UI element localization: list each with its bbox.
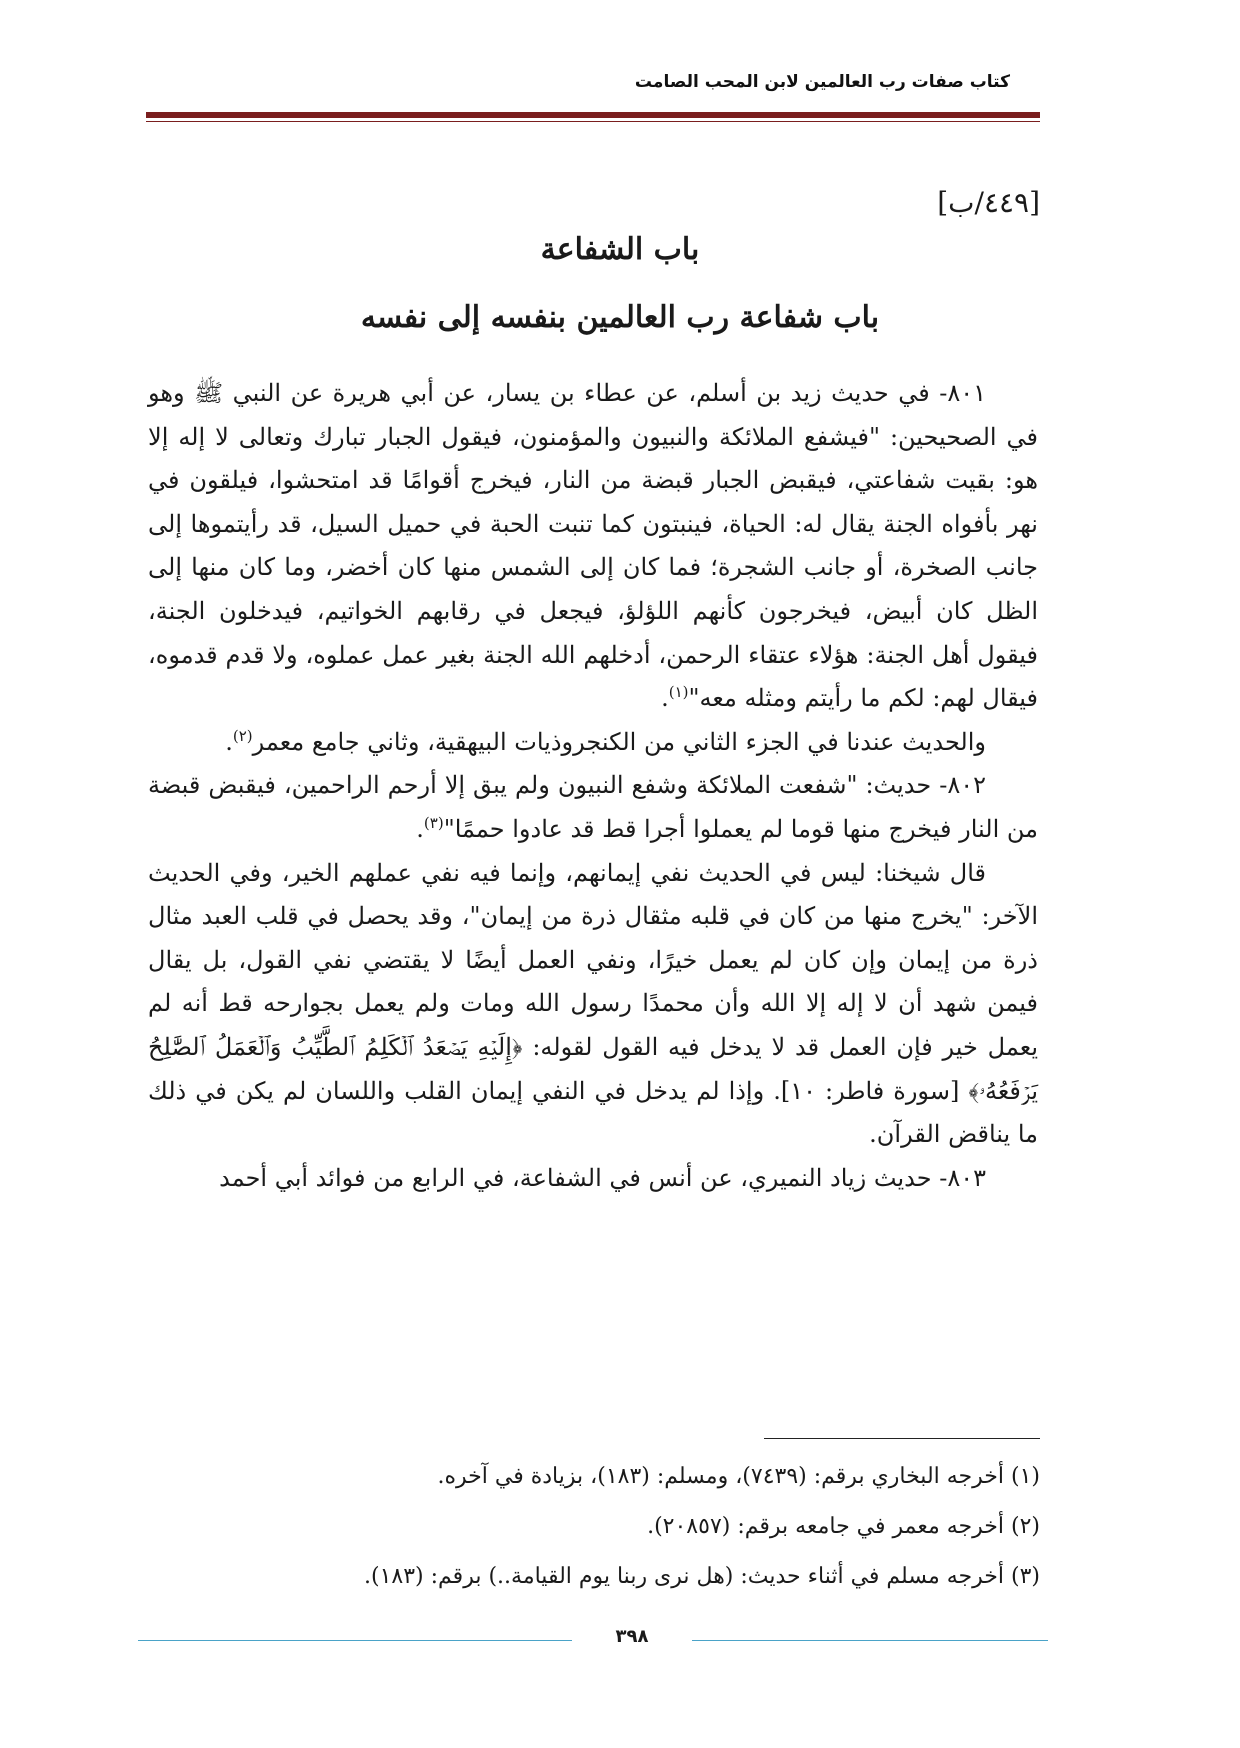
section-title: باب شفاعة رب العالمين بنفسه إلى نفسه	[360, 300, 880, 335]
manuscript-folio-reference: [٤٤٩/ب]	[937, 186, 1040, 219]
paragraph-802: ٨٠٢- حديث: "شفعت الملائكة وشفع النبيون ولم يبق إلا أرحم الراحمين، فيقبض قبضة من النار فيخرج منها قوما لم يعملوا أجرا قط قد عادوا حممًا"$^{(٣)}$.	[148, 771, 1038, 843]
page-number: ٣٩٨	[615, 1626, 649, 1647]
footnotes	[140, 1452, 1040, 1602]
footnote-ref-2[interactable]: (٢)	[232, 726, 253, 745]
footnote-ref-3[interactable]: (٣)	[423, 813, 444, 832]
running-header: كتاب صفات رب العالمين لابن المحب الصامت	[634, 72, 1010, 92]
footnote-separator	[764, 1438, 1040, 1439]
footnote-3: (٣) أخرجه مسلم في أثناء حديث: (هل نرى ربنا يوم القيامة..) برقم: (١٨٣).	[364, 1564, 1040, 1589]
body-text	[148, 372, 1038, 1200]
paragraph-801: ٨٠١- في حديث زيد بن أسلم، عن عطاء بن يسار، عن أبي هريرة عن النبي ﷺ وهو في الصحيحين: "فيشفع الملائكة والنبيون والمؤمنون، فيقول الجبار تبارك وتعالى لا إله إلا هو: بقيت شفاعتي، فيقبض الجبار قبضة من النار، فيخرج أقوامًا قد امتحشوا، فيلقون في نهر بأفواه الجنة يقال له: الحياة، فينبتون كما تنبت الحبة في حميل السيل، قد رأيتموها إلى جانب الصخرة، أو جانب الشجرة؛ فما كان إلى الشمس منها كان أخضر، وما كان منها إلى الظل كان أبيض، فيخرجون كأنهم اللؤلؤ، فيجعل في رقابهم الخواتيم، فيدخلون الجنة، فيقول أهل الجنة: هؤلاء عتقاء الرحمن، أدخلهم الله الجنة بغير عمل عملوه، ولا قدم قدموه، فيقال لهم: لكم ما رأيتم ومثله معه"$^{(١)}$.	[148, 379, 1038, 713]
header-rule-thick	[146, 112, 1040, 118]
header-rule-thin	[146, 121, 1040, 122]
footer-rule-right	[692, 1640, 1048, 1641]
paragraph-note: والحديث عندنا في الجزء الثاني من الكنجروذيات البيهقية، وثاني جامع معمر$^{(٢)}$.	[225, 726, 986, 756]
footer-rule-left	[138, 1640, 572, 1641]
footnote-2: (٢) أخرجه معمر في جامعه برقم: (٢٠٨٥٧).	[647, 1514, 1040, 1539]
footnote-ref-1[interactable]: (١)	[668, 683, 689, 702]
paragraph-commentary: قال شيخنا: ليس في الحديث نفي إيمانهم، وإنما فيه نفي عملهم الخير، وفي الحديث الآخر: "يخرج منها من كان في قلبه مثقال ذرة من إيمان"، وقد يحصل في قلب العبد مثال ذرة من إيمان وإن كان لم يعمل خيرًا، ونفي العمل أيضًا لا يقتضي نفي القول، بل يقال فيمن شهد أن لا إله إلا الله وأن محمدًا رسول الله ومات ولم يعمل بجوارحه قط أنه لم يعمل خير فإن العمل قد لا يدخل فيه القول لقوله: ﴿إِلَيۡهِ يَصۡعَدُ ٱلۡكَلِمُ ٱلطَّيِّبُ وَٱلۡعَمَلُ ٱلصَّٰلِحُ يَرۡفَعُهُۥ﴾ [سورة فاطر: ١٠]. وإذا لم يدخل في النفي إيمان القلب واللسان لم يكن في ذلك ما يناقض القرآن.	[148, 858, 1039, 1149]
paragraph-803: ٨٠٣- حديث زياد النميري، عن أنس في الشفاعة، في الرابع من فوائد أبي أحمد	[219, 1163, 986, 1192]
footnote-1: (١) أخرجه البخاري برقم: (٧٤٣٩)، ومسلم: (١٨٣)، بزيادة في آخره.	[437, 1464, 1040, 1489]
chapter-title: باب الشفاعة	[540, 232, 700, 267]
